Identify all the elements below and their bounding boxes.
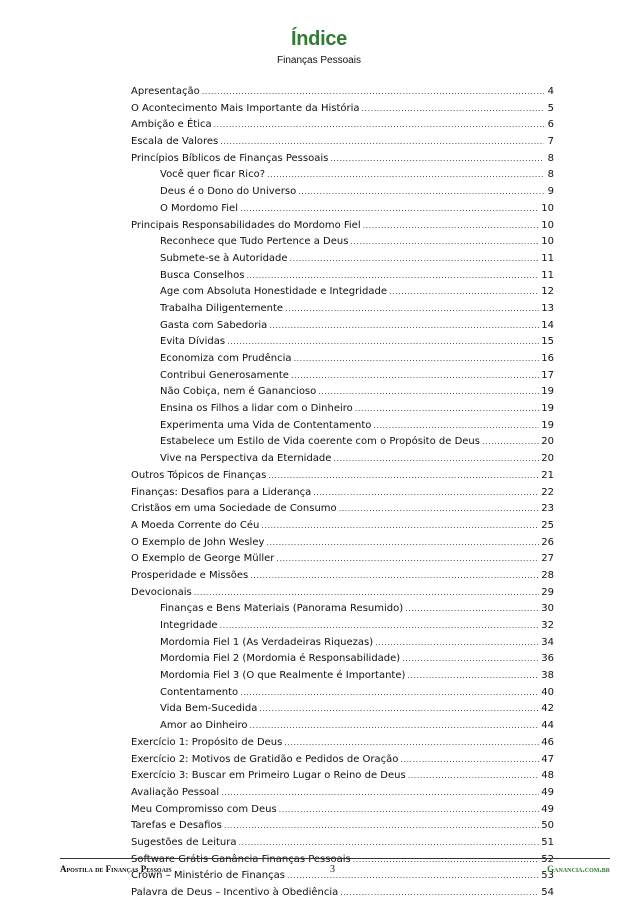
toc-entry-title: Deus é o Dono do Universo <box>160 186 297 198</box>
toc-entry <box>131 84 554 101</box>
toc-entry-title: Evita Dívidas <box>160 336 226 348</box>
toc-dot-leader <box>238 835 539 852</box>
toc-entry-title: Princípios Bíblicos de Finanças Pessoais <box>131 152 329 164</box>
toc-entry-page: 49 <box>541 786 554 798</box>
toc-entry-page: 6 <box>547 119 554 131</box>
toc-entry <box>131 818 554 835</box>
toc-entry <box>131 351 554 368</box>
toc-dot-leader <box>408 768 540 785</box>
toc-dot-leader <box>405 601 539 618</box>
toc-dot-leader <box>246 268 539 285</box>
toc-dot-leader <box>375 635 539 652</box>
toc-entry-title: Experimenta uma Vida de Contentamento <box>160 419 372 431</box>
toc-dot-leader <box>287 868 539 885</box>
toc-entry-page: 44 <box>541 720 554 732</box>
toc-entry <box>131 184 554 201</box>
toc-entry-title: O Mordomo Fiel <box>160 202 238 214</box>
toc-dot-leader <box>279 802 540 819</box>
toc-entry-page: 28 <box>541 569 554 581</box>
toc-entry <box>131 701 554 718</box>
toc-entry-title: Mordomia Fiel 1 (As Verdadeiras Riquezas) <box>160 636 374 648</box>
toc-entry-title: Finanças: Desafios para a Liderança <box>131 486 312 498</box>
toc-dot-leader <box>362 101 544 118</box>
footer-website: Ganancia.com.br <box>547 864 610 874</box>
toc-entry-title: Gasta com Sabedoria <box>160 319 268 331</box>
toc-entry-title: Avaliação Pessoal <box>131 786 220 798</box>
toc-dot-leader <box>318 384 539 401</box>
toc-entry <box>131 485 554 502</box>
toc-dot-leader <box>250 568 539 585</box>
toc-dot-leader <box>333 451 539 468</box>
toc-entry-title: Finanças e Bens Materiais (Panorama Resumido) <box>160 603 404 615</box>
toc-entry <box>131 368 554 385</box>
page-title: Índice <box>291 28 347 50</box>
toc-entry <box>131 868 554 885</box>
toc-entry-page: 42 <box>541 703 554 715</box>
toc-dot-leader <box>220 134 544 151</box>
toc-entry-page: 8 <box>547 152 554 164</box>
toc-dot-leader <box>330 151 544 168</box>
toc-entry <box>131 635 554 652</box>
toc-entry-title: Palavra de Deus – Incentivo à Obediência <box>131 887 339 898</box>
toc-entry <box>131 418 554 435</box>
toc-entry <box>131 451 554 468</box>
toc-entry-title: O Exemplo de John Wesley <box>131 536 265 548</box>
toc-dot-leader <box>363 218 540 235</box>
toc-entry-page: 14 <box>541 319 554 331</box>
toc-entry-page: 15 <box>541 336 554 348</box>
toc-entry-title: Crown – Ministério de Finanças <box>131 870 285 882</box>
toc-dot-leader <box>240 201 539 218</box>
toc-entry <box>131 334 554 351</box>
toc-entry-page: 27 <box>541 553 554 565</box>
toc-entry-page: 8 <box>547 169 554 181</box>
toc-entry-page: 10 <box>541 236 554 248</box>
toc-entry-page: 34 <box>541 636 554 648</box>
toc-dot-leader <box>402 651 539 668</box>
toc-entry-title: Exercício 2: Motivos de Gratidão e Pedidos de Oração <box>131 753 399 765</box>
toc-entry-page: 23 <box>541 503 554 515</box>
toc-entry <box>131 835 554 852</box>
toc-entry <box>131 117 554 134</box>
toc-entry <box>131 885 554 902</box>
toc-entry-title: Integridade <box>160 620 218 631</box>
toc-entry-title: Exercício 3: Buscar em Primeiro Lugar o Reino de Deus <box>131 770 406 782</box>
toc-entry-title: Trabalha Diligentemente <box>160 302 284 314</box>
toc-entry-page: 30 <box>541 603 554 615</box>
toc-entry-title: Software Grátis Ganância Finanças Pessoais <box>131 853 351 865</box>
toc-entry-page: 20 <box>541 453 554 465</box>
toc-dot-leader <box>400 752 539 769</box>
toc-entry-page: 10 <box>541 219 554 231</box>
table-of-contents <box>131 84 554 902</box>
toc-dot-leader <box>285 301 539 318</box>
footer-divider <box>60 858 610 859</box>
toc-dot-leader <box>261 518 539 535</box>
toc-dot-leader <box>267 167 544 184</box>
toc-entry-page: 19 <box>541 403 554 415</box>
toc-entry <box>131 752 554 769</box>
toc-entry-page: 22 <box>541 486 554 498</box>
toc-entry-title: Mordomia Fiel 2 (Mordomia é Responsabilidade) <box>160 653 401 665</box>
toc-dot-leader <box>221 785 539 802</box>
toc-entry <box>131 201 554 218</box>
toc-dot-leader <box>268 468 539 485</box>
toc-dot-leader <box>350 234 539 251</box>
toc-entry-title: Prosperidade e Missões <box>131 569 249 581</box>
toc-entry <box>131 802 554 819</box>
toc-dot-leader <box>259 701 539 718</box>
toc-dot-leader <box>266 535 539 552</box>
toc-entry-page: 40 <box>541 686 554 698</box>
toc-entry-page: 32 <box>541 620 554 631</box>
toc-entry <box>131 535 554 552</box>
toc-entry-page: 19 <box>541 419 554 431</box>
toc-entry <box>131 167 554 184</box>
toc-dot-leader <box>313 485 539 502</box>
toc-entry <box>131 618 554 635</box>
toc-entry-page: 10 <box>541 202 554 214</box>
toc-dot-leader <box>290 251 540 268</box>
toc-entry <box>131 101 554 118</box>
toc-entry-title: Não Cobiça, nem é Ganancioso <box>160 386 317 398</box>
toc-entry-title: Devocionais <box>131 586 192 598</box>
toc-entry-page: 5 <box>547 102 554 114</box>
toc-entry-page: 25 <box>541 519 554 531</box>
toc-dot-leader <box>340 885 539 902</box>
toc-entry-title: Submete-se à Autoridade <box>160 252 288 264</box>
toc-entry-page: 29 <box>541 586 554 598</box>
toc-entry-page: 48 <box>541 770 554 782</box>
toc-entry <box>131 501 554 518</box>
toc-entry <box>131 301 554 318</box>
toc-dot-leader <box>276 551 539 568</box>
toc-dot-leader <box>373 418 539 435</box>
toc-entry-title: Contentamento <box>160 686 239 698</box>
toc-dot-leader <box>240 685 539 702</box>
toc-entry-page: 36 <box>541 653 554 665</box>
toc-entry-page: 49 <box>541 803 554 815</box>
toc-entry-title: Meu Compromisso com Deus <box>131 803 277 815</box>
toc-entry <box>131 785 554 802</box>
toc-entry-title: Amor ao Dinheiro <box>160 720 248 732</box>
toc-dot-leader <box>250 718 540 735</box>
toc-entry-page: 4 <box>547 86 554 97</box>
page-subtitle: Finanças Pessoais <box>277 55 361 66</box>
footer-page-number: 3 <box>330 864 335 875</box>
toc-entry <box>131 518 554 535</box>
toc-entry-page: 54 <box>541 887 554 898</box>
toc-entry-title: Apresentação <box>131 86 200 97</box>
toc-entry-page: 26 <box>541 536 554 548</box>
toc-entry <box>131 601 554 618</box>
toc-entry-page: 9 <box>547 186 554 198</box>
toc-entry <box>131 268 554 285</box>
toc-entry-title: A Moeda Corrente do Céu <box>131 519 260 531</box>
toc-entry-title: Ambição e Ética <box>131 119 212 131</box>
toc-entry-title: O Exemplo de George Müller <box>131 553 275 565</box>
toc-entry <box>131 384 554 401</box>
toc-dot-leader <box>339 501 540 518</box>
toc-entry-title: Principais Responsabilidades do Mordomo Fiel <box>131 219 361 231</box>
toc-dot-leader <box>291 368 539 385</box>
toc-entry-title: Outros Tópicos de Finanças <box>131 469 267 481</box>
toc-entry-page: 52 <box>541 853 554 865</box>
toc-entry-title: Mordomia Fiel 3 (O que Realmente é Importante) <box>160 670 406 682</box>
toc-dot-leader <box>227 334 539 351</box>
toc-dot-leader <box>482 434 539 451</box>
toc-entry <box>131 668 554 685</box>
toc-entry <box>131 685 554 702</box>
toc-entry-page: 12 <box>541 286 554 298</box>
toc-dot-leader <box>214 117 544 134</box>
toc-entry <box>131 284 554 301</box>
toc-entry-title: Busca Conselhos <box>160 269 245 281</box>
toc-entry-page: 19 <box>541 386 554 398</box>
toc-entry-page: 11 <box>541 252 554 264</box>
toc-entry-page: 17 <box>541 369 554 381</box>
toc-entry-page: 47 <box>541 753 554 765</box>
toc-entry <box>131 718 554 735</box>
toc-dot-leader <box>284 735 539 752</box>
toc-entry-title: Estabelece um Estilo de Vida coerente com o Propósito de Deus <box>160 436 480 448</box>
toc-entry-page: 20 <box>541 436 554 448</box>
toc-entry <box>131 134 554 151</box>
toc-entry <box>131 768 554 785</box>
toc-entry-title: Contribui Generosamente <box>160 369 289 381</box>
toc-dot-leader <box>407 668 539 685</box>
toc-entry-page: 7 <box>547 136 554 148</box>
toc-entry-title: Escala de Valores <box>131 136 219 148</box>
toc-entry-title: Exercício 1: Propósito de Deus <box>131 736 283 748</box>
toc-entry <box>131 318 554 335</box>
toc-entry-page: 51 <box>541 836 554 848</box>
toc-entry <box>131 218 554 235</box>
toc-entry-page: 11 <box>541 269 554 281</box>
toc-entry <box>131 151 554 168</box>
footer-document-title: Apostila de Finanças Pessoais <box>60 864 172 874</box>
toc-entry-title: Sugestões de Leitura <box>131 836 237 848</box>
toc-dot-leader <box>353 852 540 869</box>
toc-dot-leader <box>389 284 539 301</box>
toc-entry <box>131 251 554 268</box>
toc-dot-leader <box>194 585 540 602</box>
toc-entry-title: Economiza com Prudência <box>160 353 292 364</box>
toc-entry-title: Age com Absoluta Honestidade e Integridade <box>160 286 388 298</box>
toc-entry <box>131 434 554 451</box>
toc-dot-leader <box>202 84 544 101</box>
toc-entry-title: Ensina os Filhos a lidar com o Dinheiro <box>160 403 353 415</box>
toc-entry-title: O Acontecimento Mais Importante da História <box>131 102 360 114</box>
toc-entry-title: Você quer ficar Rico? <box>160 169 266 181</box>
toc-entry-page: 53 <box>541 870 554 882</box>
toc-entry-page: 13 <box>541 302 554 314</box>
toc-entry-title: Vida Bem-Sucedida <box>160 703 258 715</box>
toc-entry-title: Vive na Perspectiva da Eternidade <box>160 453 332 465</box>
toc-entry-title: Reconhece que Tudo Pertence a Deus <box>160 236 349 248</box>
toc-dot-leader <box>355 401 539 418</box>
toc-entry <box>131 568 554 585</box>
toc-dot-leader <box>298 184 544 201</box>
toc-entry-page: 21 <box>541 469 554 481</box>
toc-entry <box>131 585 554 602</box>
toc-entry-page: 38 <box>541 670 554 682</box>
toc-entry <box>131 551 554 568</box>
toc-entry <box>131 234 554 251</box>
toc-entry <box>131 735 554 752</box>
toc-dot-leader <box>224 818 539 835</box>
toc-entry-page: 16 <box>541 353 554 364</box>
toc-entry-title: Cristãos em uma Sociedade de Consumo <box>131 503 337 515</box>
toc-dot-leader <box>220 618 540 635</box>
toc-entry-title: Tarefas e Desafios <box>131 820 222 832</box>
toc-entry <box>131 468 554 485</box>
toc-dot-leader <box>269 318 539 335</box>
toc-entry-page: 46 <box>541 736 554 748</box>
toc-entry-page: 50 <box>541 820 554 832</box>
toc-entry <box>131 401 554 418</box>
toc-dot-leader <box>294 351 540 368</box>
toc-entry <box>131 651 554 668</box>
toc-entry <box>131 852 554 869</box>
